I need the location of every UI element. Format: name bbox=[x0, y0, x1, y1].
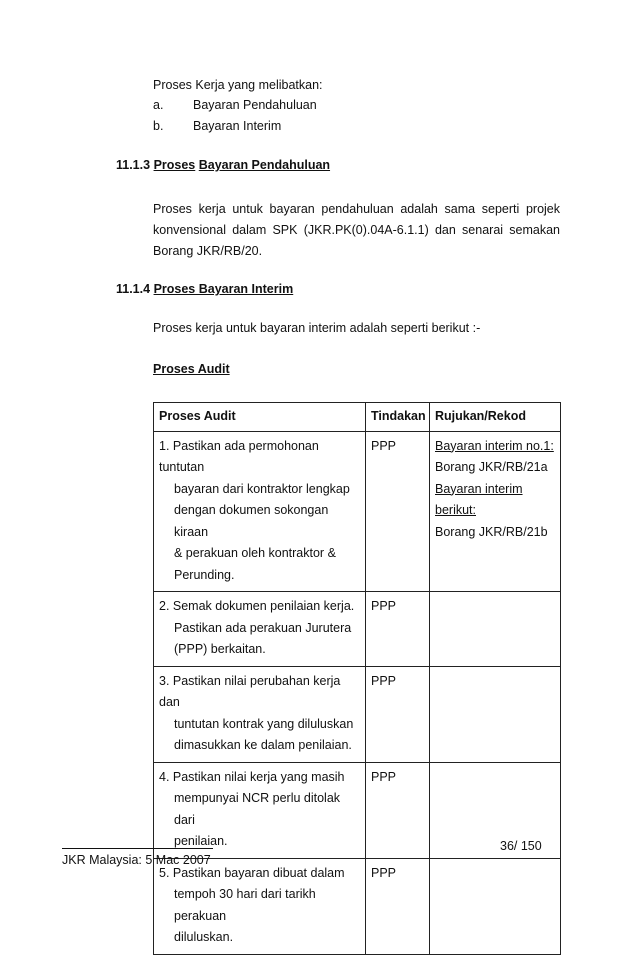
reference-cell bbox=[430, 666, 561, 762]
reference-text: Borang JKR/RB/21a bbox=[435, 460, 548, 474]
section-1114-paragraph: Proses kerja untuk bayaran interim adalah seperti berikut :- bbox=[153, 321, 481, 335]
audit-step-cell bbox=[154, 858, 366, 954]
intro-item-a: Bayaran Pendahuluan bbox=[193, 98, 317, 112]
reference-cell bbox=[430, 858, 561, 954]
audit-step-text: penilaian. bbox=[174, 834, 228, 848]
audit-step-cell bbox=[154, 592, 366, 667]
action-cell: PPP bbox=[366, 762, 430, 858]
section-1113-heading bbox=[116, 158, 330, 172]
audit-step-text: dengan dokumen sokongan kiraan bbox=[174, 503, 329, 539]
table-header-row bbox=[154, 403, 561, 432]
audit-step-text: 3. Pastikan nilai perubahan kerja dan bbox=[159, 673, 341, 709]
reference-cell bbox=[430, 431, 561, 592]
section-1113-title-part2: Bayaran Pendahuluan bbox=[198, 158, 331, 172]
proses-audit-subheading: Proses Audit bbox=[153, 362, 230, 376]
audit-step-text: bayaran dari kontraktor lengkap bbox=[174, 481, 350, 496]
action-cell: PPP bbox=[366, 431, 430, 592]
header-rujukan-rekod: Rujukan/Rekod bbox=[430, 403, 561, 432]
table-row bbox=[154, 431, 561, 592]
section-1113-number: 11.1.3 bbox=[116, 158, 151, 172]
audit-step-text: dimasukkan ke dalam penilaian. bbox=[174, 738, 352, 752]
audit-step-text: diluluskan. bbox=[174, 930, 234, 944]
header-tindakan: Tindakan bbox=[366, 403, 430, 432]
audit-step-text: Pastikan ada perakuan Jurutera bbox=[174, 620, 352, 635]
intro-marker-a: a. bbox=[153, 98, 164, 112]
audit-step-text: 1. Pastikan ada permohonan tuntutan bbox=[159, 438, 319, 474]
footer-divider bbox=[62, 848, 213, 849]
table-row bbox=[154, 592, 561, 667]
audit-step-cell bbox=[154, 666, 366, 762]
audit-step-cell bbox=[154, 431, 366, 592]
audit-step-text: 4. Pastikan nilai kerja yang masih bbox=[159, 769, 345, 784]
action-cell: PPP bbox=[366, 858, 430, 954]
page-number: 36/ 150 bbox=[500, 839, 542, 853]
audit-step-text: mempunyai NCR perlu ditolak dari bbox=[174, 791, 341, 827]
audit-step-text: tempoh 30 hari dari tarikh perakuan bbox=[174, 887, 316, 923]
reference-text: Borang JKR/RB/21b bbox=[435, 524, 548, 539]
action-cell: PPP bbox=[366, 666, 430, 762]
reference-cell bbox=[430, 592, 561, 667]
audit-step-text: Perunding. bbox=[174, 567, 235, 582]
reference-text: Bayaran interim bbox=[435, 481, 523, 496]
table-row bbox=[154, 858, 561, 954]
intro-item-b: Bayaran Interim bbox=[193, 119, 282, 133]
section-1114-heading bbox=[116, 282, 293, 296]
audit-step-cell bbox=[154, 762, 366, 858]
audit-step-text: 2. Semak dokumen penilaian kerja. bbox=[159, 599, 355, 613]
reference-text: Bayaran interim no.1: bbox=[435, 438, 554, 453]
table-row bbox=[154, 666, 561, 762]
audit-step-text: (PPP) berkaitan. bbox=[174, 642, 266, 656]
section-1114-number: 11.1.4 bbox=[116, 282, 151, 296]
section-1114-title: Proses Bayaran Interim bbox=[153, 282, 294, 296]
audit-table bbox=[153, 402, 561, 955]
reference-text: berikut: bbox=[435, 503, 476, 517]
section-1113-title-part1: Proses bbox=[153, 158, 196, 172]
audit-step-text: & perakuan oleh kontraktor & bbox=[174, 546, 336, 560]
section-1113-paragraph: Proses kerja untuk bayaran pendahuluan adalah sama seperti projek konvensional dalam SPK (JKR.PK(0).04A-6.1.1) dan senarai semakan Borang JKR/RB/20. bbox=[153, 202, 560, 258]
header-proses-audit: Proses Audit bbox=[154, 403, 366, 432]
footer-org: JKR Malaysia: 5 Mac 2007 bbox=[62, 853, 211, 867]
intro-marker-b: b. bbox=[153, 119, 164, 133]
audit-step-text: tuntutan kontrak yang diluluskan bbox=[174, 716, 354, 731]
intro-lead: Proses Kerja yang melibatkan: bbox=[153, 78, 323, 92]
action-cell: PPP bbox=[366, 592, 430, 667]
audit-step-text: 5. Pastikan bayaran dibuat dalam bbox=[159, 865, 345, 880]
